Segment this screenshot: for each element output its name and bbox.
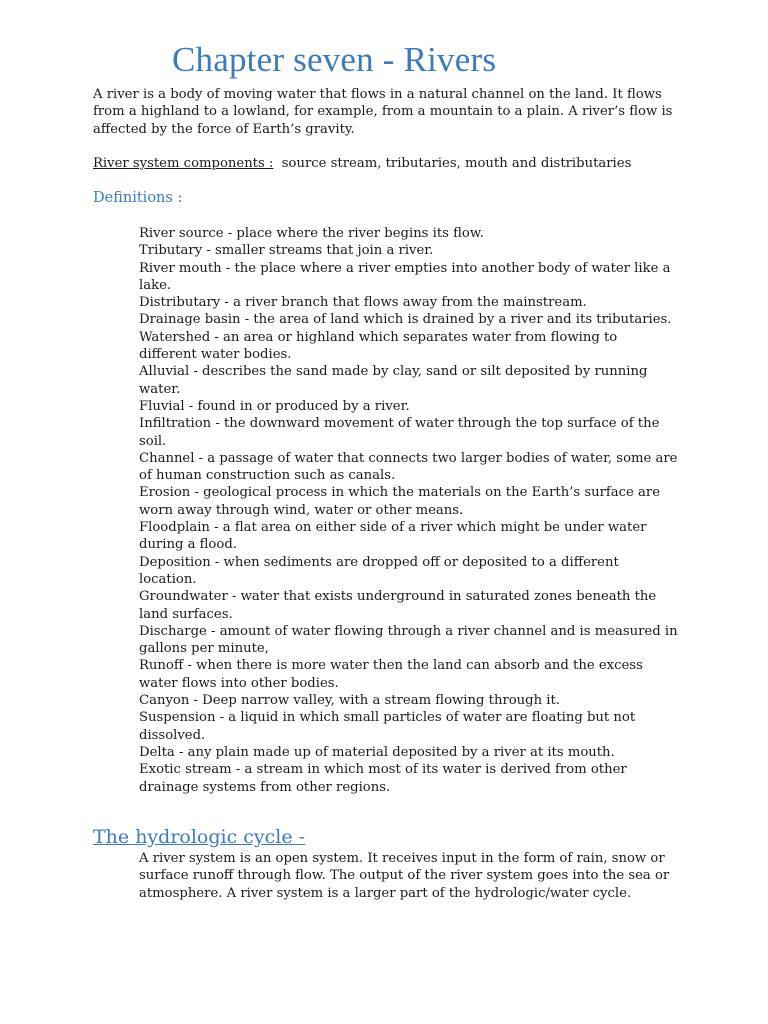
definition-item: Canyon - Deep narrow valley, with a stream flowing through it. bbox=[139, 693, 561, 709]
definitions-heading: Definitions : bbox=[93, 190, 183, 206]
definition-item: Erosion - geological process in which the materials on the Earth’s surface are worn away through wind, water or other means. bbox=[139, 485, 660, 518]
definition-item: Watershed - an area or highland which separates water from flowing to different water bodies. bbox=[139, 329, 618, 363]
definition-item: Infiltration - the downward movement of water through the top surface of the soil. bbox=[139, 416, 660, 449]
components-value: source stream, tributaries, mouth and distributaries bbox=[281, 156, 632, 171]
definition-item: Floodplain - a flat area on either side of a river which might be under water during a flood. bbox=[139, 520, 647, 553]
definition-item: Groundwater - water that exists underground in saturated zones beneath the land surfaces. bbox=[139, 589, 657, 622]
definitions-list bbox=[139, 225, 679, 796]
definition-item: Deposition - when sediments are dropped off or deposited to a different location. bbox=[139, 554, 619, 587]
hydrologic-cycle-paragraph: A river system is an open system. It receives input in the form of rain, snow or surface runoff through flow. The output of the river system goes into the sea or atmosphere. A river system is a larger part of the hydrologic/water cycle. bbox=[139, 851, 670, 901]
components-label: River system components : bbox=[93, 156, 274, 171]
definition-item: Fluvial - found in or produced by a river. bbox=[139, 398, 410, 414]
definition-item: Exotic stream - a stream in which most of its water is derived from other drainage systems from other regions. bbox=[139, 762, 627, 795]
definition-item: River mouth - the place where a river empties into another body of water like a lake. bbox=[139, 260, 671, 293]
definition-item: Delta - any plain made up of material deposited by a river at its mouth. bbox=[139, 744, 615, 760]
definition-item: Runoff - when there is more water then the land can absorb and the excess water flows into other bodies. bbox=[139, 658, 643, 691]
definition-item: Discharge - amount of water flowing through a river channel and is measured in gallons per minute, bbox=[139, 623, 678, 657]
intro-paragraph: A river is a body of moving water that flows in a natural channel on the land. It flows from a highland to a lowland, for example, from a mountain to a plain. A river’s flow is affected by the force of Earth’s gravity. bbox=[93, 87, 673, 137]
definition-item: Suspension - a liquid in which small particles of water are floating but not dissolved. bbox=[139, 710, 636, 743]
definition-item: Distributary - a river branch that flows away from the mainstream. bbox=[139, 295, 587, 311]
definition-item: Alluvial - describes the sand made by clay, sand or silt deposited by running water. bbox=[139, 364, 648, 397]
definition-item: River source - place where the river begins its flow. bbox=[139, 226, 484, 241]
definition-item: Channel - a passage of water that connects two larger bodies of water, some are of human construction such as canals. bbox=[139, 450, 678, 484]
hydrologic-cycle-heading: The hydrologic cycle - bbox=[93, 826, 306, 848]
definition-item: Drainage basin - the area of land which is drained by a river and its tributaries. bbox=[139, 312, 672, 328]
definition-item: Tributary - smaller streams that join a river. bbox=[139, 243, 434, 259]
page-title: Chapter seven - Rivers bbox=[172, 40, 497, 79]
river-system-components bbox=[93, 155, 631, 172]
